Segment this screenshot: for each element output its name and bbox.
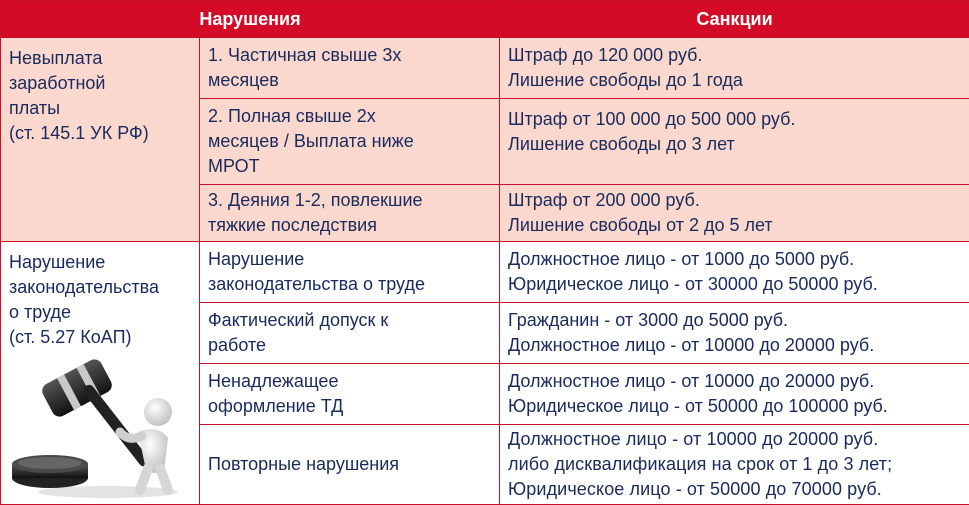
header-violations: Нарушения <box>1 1 500 38</box>
violation-cell: Фактический допуск к работе <box>200 303 500 364</box>
violation-cell: 1. Частичная свыше 3х месяцев <box>200 38 500 99</box>
gavel-figure-icon <box>8 352 184 500</box>
violation-cell: Ненадлежащее оформление ТД <box>200 364 500 425</box>
sanction-cell: Штраф от 200 000 руб. Лишение свободы от 2 до 5 лет <box>500 185 969 242</box>
sanction-cell: Должностное лицо - от 10000 до 20000 руб. Юридическое лицо - от 50000 до 100000 руб. <box>500 364 969 425</box>
violation-cell: Нарушение законодательства о труде <box>200 242 500 303</box>
violation-cell: Повторные нарушения <box>200 425 500 505</box>
violation-cell: 2. Полная свыше 2х месяцев / Выплата ниже МРОТ <box>200 99 500 185</box>
sanction-cell: Гражданин - от 3000 до 5000 руб. Должностное лицо - от 10000 до 20000 руб. <box>500 303 969 364</box>
header-sanctions: Санкции <box>500 1 969 38</box>
table-row <box>1 242 969 303</box>
violation-cell: 3. Деяния 1-2, повлекшие тяжкие последствия <box>200 185 500 242</box>
table-header-row <box>1 1 969 38</box>
sanction-cell: Штраф до 120 000 руб. Лишение свободы до 1 года <box>500 38 969 99</box>
sanction-cell: Должностное лицо - от 10000 до 20000 руб. либо дисквалификация на срок от 1 до 3 лет; Юридическое лицо - от 50000 до 70000 руб. <box>500 425 969 505</box>
table-row <box>1 38 969 99</box>
group-title-wage-arrears: Невыплата заработной платы (ст. 145.1 УК РФ) <box>1 38 200 242</box>
sanction-cell: Должностное лицо - от 1000 до 5000 руб. Юридическое лицо - от 30000 до 50000 руб. <box>500 242 969 303</box>
sanction-cell: Штраф от 100 000 до 500 000 руб. Лишение свободы до 3 лет <box>500 99 969 185</box>
group-title-labor-law: Нарушение законодательства о труде (ст. 5.27 КоАП) <box>1 242 200 505</box>
